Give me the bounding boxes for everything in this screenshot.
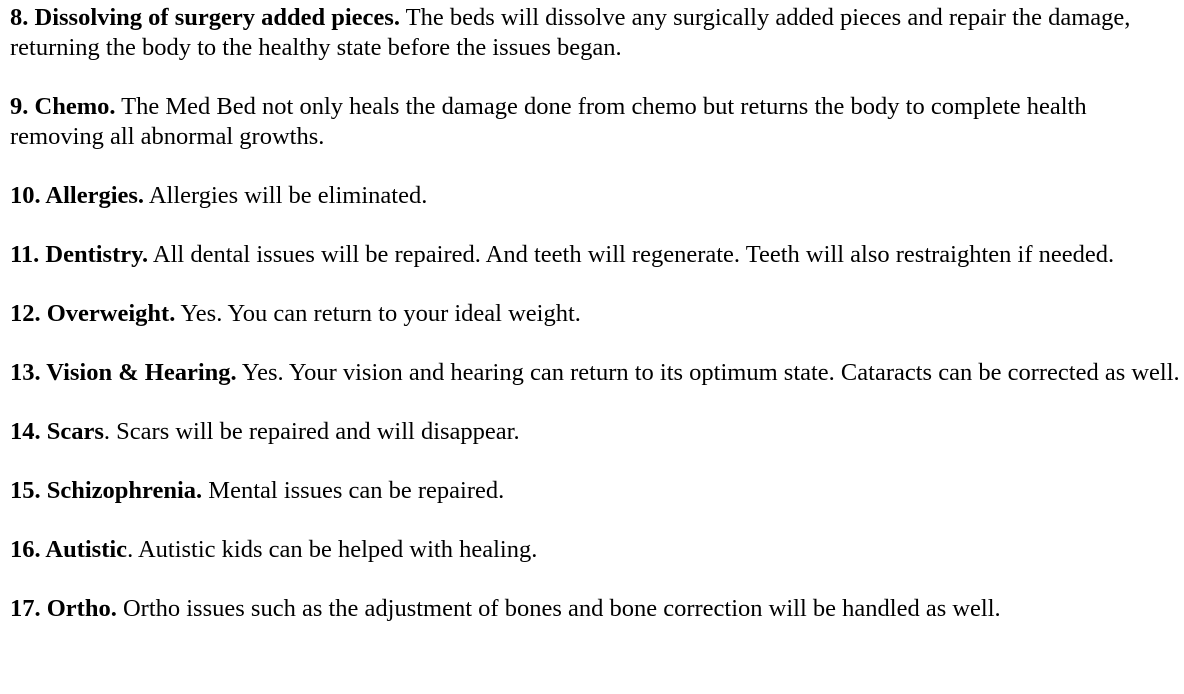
item-body: Ortho issues such as the adjustment of bones and bone correction will be handled as well. <box>116 595 1001 622</box>
item-heading: 8. Dissolving of surgery added pieces. <box>10 4 400 31</box>
list-item-10 <box>10 181 1180 211</box>
list-item-15 <box>10 476 1180 506</box>
item-heading: 14. Scars <box>10 418 104 445</box>
list-item-8 <box>10 3 1180 63</box>
item-body: Mental issues can be repaired. <box>202 477 505 504</box>
item-body: All dental issues will be repaired. And teeth will regenerate. Teeth will also restraighten if needed. <box>148 241 1115 268</box>
item-heading: 11. Dentistry. <box>10 241 149 268</box>
list-item-9 <box>10 92 1180 152</box>
item-heading: 17. Ortho. <box>10 595 117 622</box>
item-heading: 13. Vision & Hearing. <box>10 359 237 386</box>
list-item-11 <box>10 240 1180 270</box>
item-heading: 15. Schizophrenia. <box>10 477 203 504</box>
list-item-13 <box>10 358 1180 388</box>
document-page <box>10 3 1180 624</box>
item-body: The Med Bed not only heals the damage done from chemo but returns the body to complete health removing all abnormal growths. <box>10 93 1087 150</box>
list-item-14 <box>10 417 1180 447</box>
item-body: The beds will dissolve any surgically added pieces and repair the damage, returning the body to the healthy state before the issues began. <box>10 4 1131 61</box>
item-heading: 9. Chemo. <box>10 93 116 120</box>
item-body: Yes. You can return to your ideal weight. <box>175 300 581 327</box>
list-item-12 <box>10 299 1180 329</box>
item-heading: 10. Allergies. <box>10 182 145 209</box>
item-body: . Scars will be repaired and will disappear. <box>103 418 520 445</box>
item-heading: 12. Overweight. <box>10 300 176 327</box>
item-body: Allergies will be eliminated. <box>144 182 428 209</box>
item-body: Yes. Your vision and hearing can return to its optimum state. Cataracts can be corrected as well. <box>236 359 1180 386</box>
item-body: . Autistic kids can be helped with healing. <box>127 536 538 563</box>
list-item-17 <box>10 594 1180 624</box>
item-heading: 16. Autistic <box>10 536 128 563</box>
list-item-16 <box>10 535 1180 565</box>
